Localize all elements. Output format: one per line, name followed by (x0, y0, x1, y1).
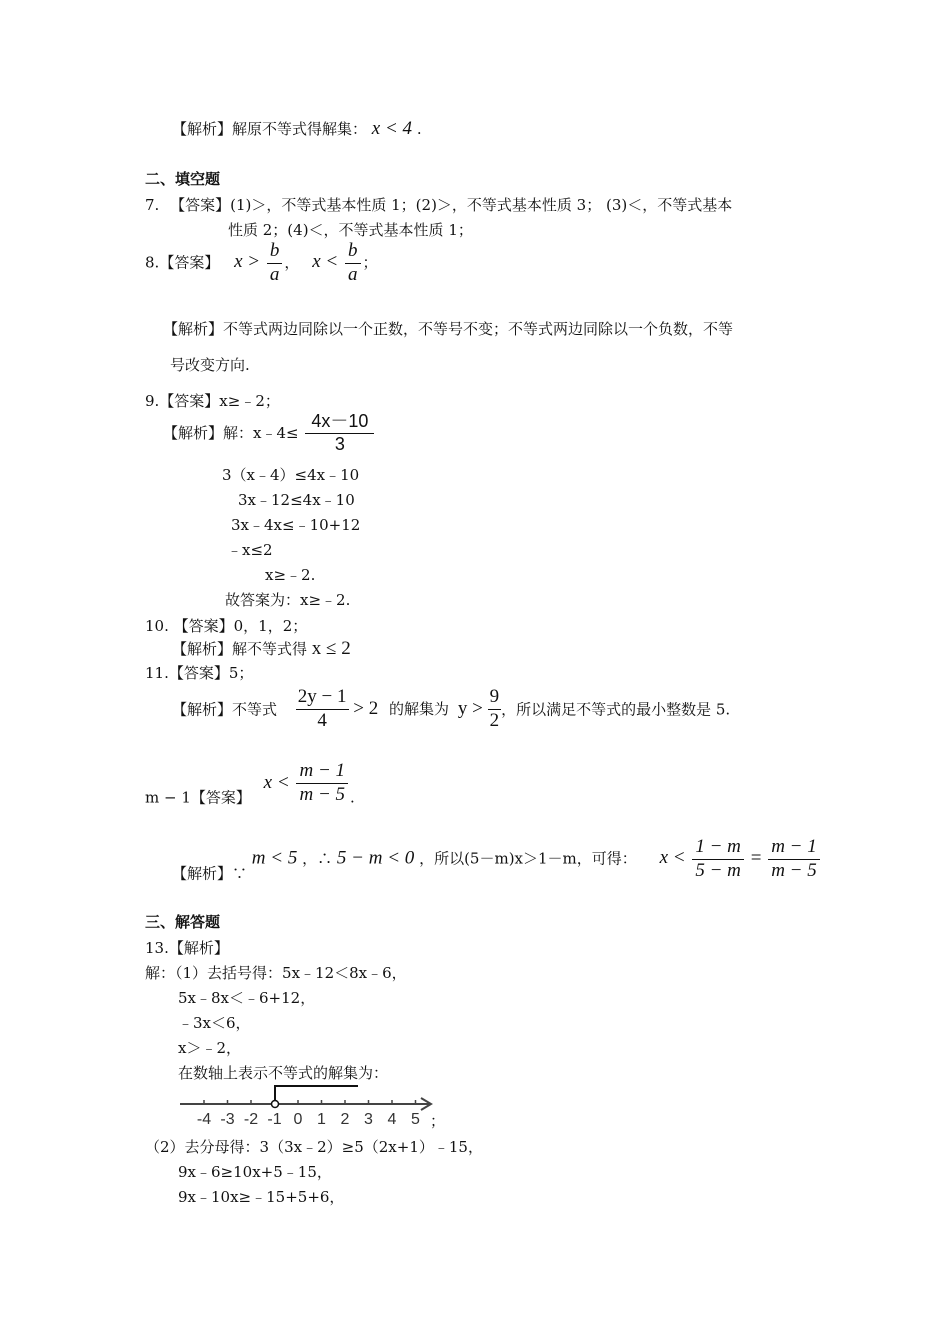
q12-r-den2: m − 5 (771, 859, 817, 881)
q11-label: 【解析】不等式 (172, 700, 278, 719)
number-line-label: 1 (317, 1111, 326, 1128)
q9-analysis-first (163, 411, 376, 455)
q13-part1-line1: 解：（1）去括号得：5x﹣12＜8x﹣6， (145, 964, 407, 982)
number-line-label: -2 (243, 1111, 259, 1128)
q12-den: m − 5 (299, 783, 346, 805)
q9-frac-den: 3 (334, 433, 345, 454)
section-2-heading: 二、填空题 (145, 170, 221, 188)
q11-y-num: 9 (488, 686, 502, 710)
open-endpoint-circle (272, 1101, 279, 1108)
q11-tail: ，所以满足不等式的最小整数是 5. (501, 700, 731, 719)
q13-part2-line2: 9x﹣6≥10x+5﹣15， (178, 1163, 332, 1181)
q8-math1-num: b (267, 240, 283, 264)
q12-equals: = (750, 847, 762, 869)
q12-number: m − 1 (145, 788, 191, 807)
q11-analysis (172, 686, 730, 733)
q11-frac-num: 2y − 1 (296, 686, 349, 710)
q7-line1: (1)＞，不等式基本性质 1；(2)＞，不等式基本性质 3； (3)＜，不等式基本 (230, 196, 733, 214)
q13-part2-line3: 9x﹣10x≥﹣15+5+6， (178, 1188, 345, 1206)
q8-math2-den: a (348, 263, 358, 285)
q12-therefore: ，∴ (302, 849, 333, 868)
number-line (175, 1082, 445, 1132)
q9-step-4: ﹣x≤2 (227, 541, 273, 559)
q12-answer (145, 760, 355, 807)
q9-fraction (305, 411, 374, 455)
q6-math: x < 4 (371, 118, 413, 139)
q12-result-left: x < (659, 847, 686, 869)
q12-analysis-label: 【解析】∵ (172, 864, 248, 883)
section-3-heading: 三、解答题 (145, 913, 221, 931)
q8-math1-den: a (269, 263, 280, 285)
q11-fraction (296, 686, 349, 733)
number-line-label: -3 (220, 1111, 235, 1128)
q10-analysis (172, 638, 351, 661)
q13-part1-line3: ﹣3x＜6， (178, 1014, 251, 1032)
q13-part2-line1: （2）去分母得：3（3x﹣2）≥5（2x+1）﹣15， (145, 1138, 483, 1156)
q12-tag: 【答案】 (190, 788, 251, 807)
number-line-labels (197, 1111, 420, 1128)
q10-answer: 10. 【答案】0，1，2； (145, 617, 308, 635)
q12-analysis (172, 836, 822, 883)
q9-answer: 9.【答案】x≥﹣2； (145, 392, 280, 410)
q9-frac-num: 4x－10 (305, 411, 374, 434)
q12-cond1: m < 5 (251, 847, 298, 869)
q8-math1-fraction (267, 240, 283, 287)
q6-label: 【解析】解原不等式得解集： (172, 120, 368, 138)
q13-part1-line2: 5x﹣8x＜﹣6+12， (178, 989, 316, 1007)
q12-r-den1: 5 − m (695, 859, 741, 881)
q12-x-left: x < (263, 771, 290, 793)
q6-end: . (416, 120, 422, 138)
q8-analysis-line2: 号改变方向. (170, 356, 250, 374)
q11-y-den: 2 (489, 709, 500, 731)
q8-answer (145, 240, 378, 287)
number-line-label: -1 (267, 1111, 282, 1128)
q13-part1-line5: 在数轴上表示不等式的解集为： (178, 1064, 389, 1082)
number-line-label: 3 (364, 1111, 373, 1128)
q10-analysis-text: 【解析】解不等式得 (172, 640, 308, 658)
q11-frac-rhs: > 2 (353, 697, 379, 719)
q11-mid: 的解集为 (389, 700, 450, 719)
q13-part1-line4: x＞﹣2， (178, 1039, 242, 1057)
q8-tag: 【答案】 (159, 253, 220, 272)
q12-result-frac2 (768, 836, 820, 883)
q12-r-num2: m − 1 (768, 836, 820, 860)
q12-cond2: 5 − m < 0 (336, 847, 415, 869)
q8-math2-fraction (345, 240, 361, 287)
q11-y-fraction (488, 686, 502, 733)
q9-step-2: 3x﹣12≤4x﹣10 (238, 491, 355, 509)
number-line-label: -4 (196, 1111, 212, 1128)
q8-math2-left: x < (312, 251, 339, 273)
q9-conclusion: 故答案为：x≥﹣2. (225, 591, 351, 609)
q7-number: 7. (145, 196, 160, 214)
q9-step-1: 3（x﹣4）≤4x﹣10 (222, 466, 360, 484)
q8-math2-num: b (345, 240, 361, 264)
q11-frac-den: 4 (317, 709, 327, 731)
q6-analysis (172, 118, 422, 141)
q7-line2: 性质 2；(4)＜，不等式基本性质 1； (228, 221, 473, 239)
q8-sep: ， (284, 253, 300, 272)
number-line-label: 5 (411, 1111, 420, 1128)
q7-tag: 【答案】 (170, 196, 231, 214)
q12-fraction (296, 760, 348, 807)
q9-analysis-start: 【解析】解：x﹣4≤ (163, 424, 299, 443)
number-line-label: 2 (340, 1111, 350, 1128)
q12-end: . (350, 788, 355, 807)
q7-answer (145, 196, 732, 214)
q8-number: 8. (145, 253, 160, 272)
q8-end: ； (362, 253, 378, 272)
q11-y-left: y > (457, 697, 483, 719)
q12-result-frac1 (692, 836, 744, 883)
q12-text: ，所以(5－m)x＞1－m，可得： (419, 849, 637, 868)
number-line-label: 0 (293, 1111, 303, 1128)
number-line-label: 4 (387, 1111, 397, 1128)
q8-analysis-line1: 【解析】不等式两边同除以一个正数，不等号不变；不等式两边同除以一个负数，不等 (163, 320, 734, 338)
number-line-end: ； (430, 1112, 446, 1130)
q12-num: m − 1 (296, 760, 348, 784)
q8-math1-left: x > (234, 251, 261, 273)
q12-r-num1: 1 − m (692, 836, 744, 860)
q11-answer: 11.【答案】5； (145, 664, 254, 682)
q9-step-5: x≥﹣2. (265, 566, 316, 584)
q13-head: 13.【解析】 (145, 939, 229, 957)
q10-math: x ≤ 2 (311, 638, 351, 659)
q9-step-3: 3x﹣4x≤﹣10+12 (231, 516, 361, 534)
